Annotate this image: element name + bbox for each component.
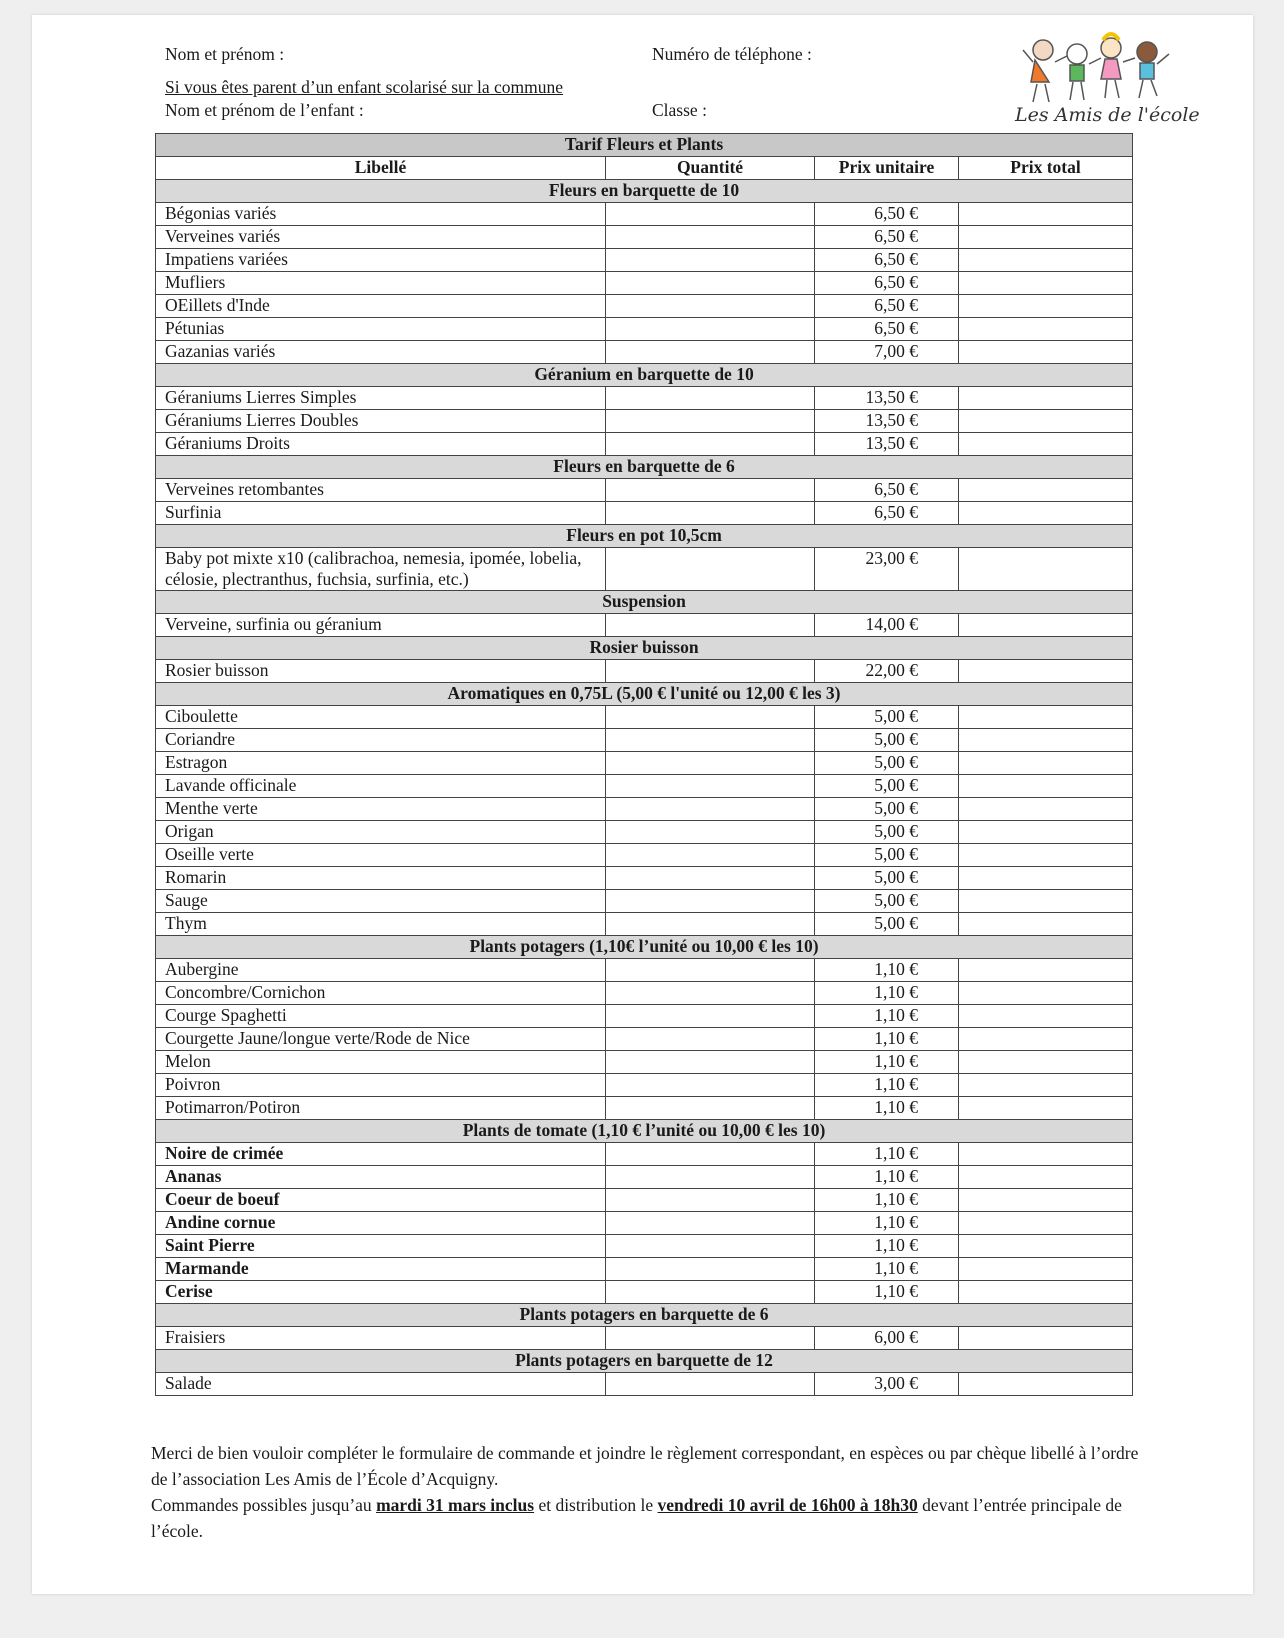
unit-price: 13,50 €: [815, 387, 959, 410]
item-label: Lavande officinale: [156, 775, 606, 798]
unit-price: 5,00 €: [815, 913, 959, 936]
item-label: Rosier buisson: [156, 660, 606, 683]
item-label: Géraniums Droits: [156, 433, 606, 456]
section-header-row: [156, 456, 1133, 479]
section-header-row: [156, 1350, 1133, 1373]
order-dates: [151, 1492, 1141, 1544]
quantity-cell[interactable]: [606, 387, 815, 410]
table-row: [156, 867, 1133, 890]
table-title-row: [156, 134, 1133, 157]
unit-price: 1,10 €: [815, 1212, 959, 1235]
unit-price: 5,00 €: [815, 798, 959, 821]
total-price-cell[interactable]: [959, 548, 1133, 591]
section-header-row: [156, 180, 1133, 203]
total-price-cell[interactable]: [959, 479, 1133, 502]
item-label: Oseille verte: [156, 844, 606, 867]
item-label: Origan: [156, 821, 606, 844]
table-row: [156, 295, 1133, 318]
total-price-cell[interactable]: [959, 1005, 1133, 1028]
unit-price: 6,50 €: [815, 203, 959, 226]
quantity-cell[interactable]: [606, 203, 815, 226]
section-title: Fleurs en barquette de 10: [156, 180, 1133, 203]
total-price-cell[interactable]: [959, 203, 1133, 226]
table-row: [156, 249, 1133, 272]
quantity-cell[interactable]: [606, 1235, 815, 1258]
quantity-cell[interactable]: [606, 1258, 815, 1281]
item-label: Ciboulette: [156, 706, 606, 729]
item-label: Fraisiers: [156, 1327, 606, 1350]
table-row: [156, 1051, 1133, 1074]
column-header-quantity: Quantité: [606, 157, 815, 180]
item-label: Impatiens variées: [156, 249, 606, 272]
association-logo: [1015, 28, 1200, 133]
quantity-cell[interactable]: [606, 844, 815, 867]
table-row: [156, 729, 1133, 752]
payment-instructions: Merci de bien vouloir compléter le formulaire de commande et joindre le règlement correspondant, en espèces ou par chèque libellé à l’ordre de l’association Les Amis de l’École d’Acquigny.: [151, 1443, 1139, 1489]
item-label: Menthe verte: [156, 798, 606, 821]
total-price-cell[interactable]: [959, 272, 1133, 295]
unit-price: 5,00 €: [815, 775, 959, 798]
quantity-cell[interactable]: [606, 821, 815, 844]
unit-price: 5,00 €: [815, 821, 959, 844]
item-label: Courge Spaghetti: [156, 1005, 606, 1028]
unit-price: 13,50 €: [815, 410, 959, 433]
quantity-cell[interactable]: [606, 614, 815, 637]
item-label: Poivron: [156, 1074, 606, 1097]
order-deadline: mardi 31 mars inclus: [376, 1495, 535, 1515]
table-row: [156, 1166, 1133, 1189]
unit-price: 14,00 €: [815, 614, 959, 637]
total-price-cell[interactable]: [959, 226, 1133, 249]
quantity-cell[interactable]: [606, 1028, 815, 1051]
item-label: Ananas: [156, 1166, 606, 1189]
total-price-cell[interactable]: [959, 318, 1133, 341]
unit-price: 6,50 €: [815, 272, 959, 295]
total-price-cell[interactable]: [959, 844, 1133, 867]
table-row: [156, 1258, 1133, 1281]
section-title: Suspension: [156, 591, 1133, 614]
item-label: Salade: [156, 1373, 606, 1396]
total-price-cell[interactable]: [959, 1028, 1133, 1051]
section-title: Plants potagers en barquette de 12: [156, 1350, 1133, 1373]
item-label: Potimarron/Potiron: [156, 1097, 606, 1120]
unit-price: 1,10 €: [815, 959, 959, 982]
table-row: [156, 341, 1133, 364]
table-row: [156, 1143, 1133, 1166]
unit-price: 1,10 €: [815, 1258, 959, 1281]
quantity-cell[interactable]: [606, 249, 815, 272]
logo-text: Les Amis de l'école: [1015, 104, 1200, 126]
table-row: [156, 1327, 1133, 1350]
distribution-place: devant l’entrée principale de l’école.: [151, 1495, 1122, 1541]
item-label: Aubergine: [156, 959, 606, 982]
unit-price: 5,00 €: [815, 844, 959, 867]
section-title: Géranium en barquette de 10: [156, 364, 1133, 387]
table-row: [156, 203, 1133, 226]
total-price-cell[interactable]: [959, 775, 1133, 798]
total-price-cell[interactable]: [959, 729, 1133, 752]
quantity-cell[interactable]: [606, 1166, 815, 1189]
quantity-cell[interactable]: [606, 1281, 815, 1304]
quantity-cell[interactable]: [606, 1189, 815, 1212]
table-row: [156, 502, 1133, 525]
table-row: [156, 614, 1133, 637]
section-header-row: [156, 683, 1133, 706]
item-label: Andine cornue: [156, 1212, 606, 1235]
total-price-cell[interactable]: [959, 387, 1133, 410]
class-label: Classe :: [652, 100, 707, 120]
total-price-cell[interactable]: [959, 1166, 1133, 1189]
table-row: [156, 1373, 1133, 1396]
unit-price: 6,50 €: [815, 226, 959, 249]
total-price-cell[interactable]: [959, 1235, 1133, 1258]
quantity-cell[interactable]: [606, 729, 815, 752]
column-header-total-price: Prix total: [959, 157, 1133, 180]
item-label: Verveines retombantes: [156, 479, 606, 502]
total-price-cell[interactable]: [959, 249, 1133, 272]
table-row: [156, 548, 1133, 591]
unit-price: 5,00 €: [815, 706, 959, 729]
table-row: [156, 890, 1133, 913]
table-title: Tarif Fleurs et Plants: [156, 134, 1133, 157]
item-label: Baby pot mixte x10 (calibrachoa, nemesia, ipomée, lobelia, célosie, plectranthus, fuchsia, surfinia, etc.): [156, 548, 606, 591]
phone-label: Numéro de téléphone :: [652, 44, 812, 64]
section-title: Plants potagers en barquette de 6: [156, 1304, 1133, 1327]
total-price-cell[interactable]: [959, 890, 1133, 913]
total-price-cell[interactable]: [959, 913, 1133, 936]
item-label: Courgette Jaune/longue verte/Rode de Nice: [156, 1028, 606, 1051]
price-table: [155, 133, 1133, 1396]
section-title: Fleurs en pot 10,5cm: [156, 525, 1133, 548]
total-price-cell[interactable]: [959, 706, 1133, 729]
unit-price: 1,10 €: [815, 1281, 959, 1304]
total-price-cell[interactable]: [959, 1051, 1133, 1074]
table-row: [156, 410, 1133, 433]
table-row: [156, 433, 1133, 456]
unit-price: 6,50 €: [815, 318, 959, 341]
quantity-cell[interactable]: [606, 548, 815, 591]
quantity-cell[interactable]: [606, 775, 815, 798]
name-label: Nom et prénom :: [165, 44, 285, 64]
section-header-row: [156, 525, 1133, 548]
quantity-cell[interactable]: [606, 1074, 815, 1097]
order-text: Commandes possibles jusqu’au: [151, 1495, 377, 1515]
total-price-cell[interactable]: [959, 752, 1133, 775]
quantity-cell[interactable]: [606, 502, 815, 525]
item-label: Sauge: [156, 890, 606, 913]
section-title: Plants potagers (1,10€ l’unité ou 10,00 € les 10): [156, 936, 1133, 959]
unit-price: 6,50 €: [815, 502, 959, 525]
unit-price: 1,10 €: [815, 1051, 959, 1074]
parent-note: Si vous êtes parent d’un enfant scolarisé sur la commune: [165, 77, 564, 97]
table-row: [156, 318, 1133, 341]
total-price-cell[interactable]: [959, 1189, 1133, 1212]
unit-price: 1,10 €: [815, 1235, 959, 1258]
quantity-cell[interactable]: [606, 479, 815, 502]
table-row: [156, 1028, 1133, 1051]
quantity-cell[interactable]: [606, 867, 815, 890]
section-header-row: [156, 936, 1133, 959]
quantity-cell[interactable]: [606, 798, 815, 821]
total-price-cell[interactable]: [959, 959, 1133, 982]
unit-price: 6,50 €: [815, 295, 959, 318]
table-row: [156, 1189, 1133, 1212]
item-label: Coeur de boeuf: [156, 1189, 606, 1212]
unit-price: 5,00 €: [815, 729, 959, 752]
quantity-cell[interactable]: [606, 226, 815, 249]
total-price-cell[interactable]: [959, 798, 1133, 821]
item-label: Mufliers: [156, 272, 606, 295]
table-row: [156, 660, 1133, 683]
unit-price: 5,00 €: [815, 867, 959, 890]
section-title: Rosier buisson: [156, 637, 1133, 660]
quantity-cell[interactable]: [606, 982, 815, 1005]
distribution-date: vendredi 10 avril de 16h00 à 18h30: [657, 1495, 918, 1515]
table-row: [156, 226, 1133, 249]
item-label: OEillets d'Inde: [156, 295, 606, 318]
unit-price: 6,00 €: [815, 1327, 959, 1350]
total-price-cell[interactable]: [959, 1281, 1133, 1304]
total-price-cell[interactable]: [959, 502, 1133, 525]
unit-price: 22,00 €: [815, 660, 959, 683]
column-header-label: Libellé: [156, 157, 606, 180]
quantity-cell[interactable]: [606, 1005, 815, 1028]
item-label: Verveine, surfinia ou géranium: [156, 614, 606, 637]
item-label: Surfinia: [156, 502, 606, 525]
total-price-cell[interactable]: [959, 867, 1133, 890]
distribution-text: et distribution le: [534, 1495, 658, 1515]
item-label: Géraniums Lierres Simples: [156, 387, 606, 410]
table-row: [156, 982, 1133, 1005]
quantity-cell[interactable]: [606, 959, 815, 982]
quantity-cell[interactable]: [606, 433, 815, 456]
unit-price: 1,10 €: [815, 1005, 959, 1028]
section-title: Plants de tomate (1,10 € l’unité ou 10,00 € les 10): [156, 1120, 1133, 1143]
table-row: [156, 821, 1133, 844]
quantity-cell[interactable]: [606, 1143, 815, 1166]
item-label: Verveines variés: [156, 226, 606, 249]
item-label: Estragon: [156, 752, 606, 775]
quantity-cell[interactable]: [606, 341, 815, 364]
quantity-cell[interactable]: [606, 1212, 815, 1235]
footer-note: [151, 1440, 1141, 1544]
unit-price: 1,10 €: [815, 1074, 959, 1097]
unit-price: 6,50 €: [815, 479, 959, 502]
quantity-cell[interactable]: [606, 295, 815, 318]
total-price-cell[interactable]: [959, 660, 1133, 683]
unit-price: 1,10 €: [815, 1143, 959, 1166]
table-row: [156, 752, 1133, 775]
total-price-cell[interactable]: [959, 1327, 1133, 1350]
section-header-row: [156, 591, 1133, 614]
item-label: Romarin: [156, 867, 606, 890]
total-price-cell[interactable]: [959, 1074, 1133, 1097]
table-row: [156, 706, 1133, 729]
total-price-cell[interactable]: [959, 821, 1133, 844]
unit-price: 13,50 €: [815, 433, 959, 456]
quantity-cell[interactable]: [606, 272, 815, 295]
section-header-row: [156, 1120, 1133, 1143]
quantity-cell[interactable]: [606, 890, 815, 913]
total-price-cell[interactable]: [959, 410, 1133, 433]
quantity-cell[interactable]: [606, 706, 815, 729]
unit-price: 1,10 €: [815, 1028, 959, 1051]
total-price-cell[interactable]: [959, 1097, 1133, 1120]
item-label: Bégonias variés: [156, 203, 606, 226]
child-name-label: Nom et prénom de l’enfant :: [165, 100, 364, 120]
total-price-cell[interactable]: [959, 1373, 1133, 1396]
section-title: Aromatiques en 0,75L (5,00 € l'unité ou 12,00 € les 3): [156, 683, 1133, 706]
table-row: [156, 1097, 1133, 1120]
unit-price: 1,10 €: [815, 1166, 959, 1189]
item-label: Thym: [156, 913, 606, 936]
quantity-cell[interactable]: [606, 1373, 815, 1396]
total-price-cell[interactable]: [959, 1212, 1133, 1235]
table-row: [156, 1212, 1133, 1235]
item-label: Coriandre: [156, 729, 606, 752]
children-illustration-icon: [1015, 28, 1195, 108]
unit-price: 1,10 €: [815, 982, 959, 1005]
quantity-cell[interactable]: [606, 660, 815, 683]
section-title: Fleurs en barquette de 6: [156, 456, 1133, 479]
total-price-cell[interactable]: [959, 1143, 1133, 1166]
table-row: [156, 798, 1133, 821]
item-label: Melon: [156, 1051, 606, 1074]
unit-price: 3,00 €: [815, 1373, 959, 1396]
unit-price: 6,50 €: [815, 249, 959, 272]
quantity-cell[interactable]: [606, 1097, 815, 1120]
table-header-row: [156, 157, 1133, 180]
total-price-cell[interactable]: [959, 1258, 1133, 1281]
item-label: Saint Pierre: [156, 1235, 606, 1258]
total-price-cell[interactable]: [959, 341, 1133, 364]
table-row: [156, 479, 1133, 502]
quantity-cell[interactable]: [606, 913, 815, 936]
total-price-cell[interactable]: [959, 982, 1133, 1005]
item-label: Cerise: [156, 1281, 606, 1304]
item-label: Gazanias variés: [156, 341, 606, 364]
item-label: Concombre/Cornichon: [156, 982, 606, 1005]
table-row: [156, 775, 1133, 798]
unit-price: 1,10 €: [815, 1189, 959, 1212]
quantity-cell[interactable]: [606, 1051, 815, 1074]
table-row: [156, 1005, 1133, 1028]
total-price-cell[interactable]: [959, 433, 1133, 456]
unit-price: 7,00 €: [815, 341, 959, 364]
unit-price: 5,00 €: [815, 890, 959, 913]
item-label: Pétunias: [156, 318, 606, 341]
item-label: Géraniums Lierres Doubles: [156, 410, 606, 433]
table-row: [156, 844, 1133, 867]
table-row: [156, 272, 1133, 295]
column-header-unit-price: Prix unitaire: [815, 157, 959, 180]
item-label: Noire de crimée: [156, 1143, 606, 1166]
quantity-cell[interactable]: [606, 318, 815, 341]
unit-price: 1,10 €: [815, 1097, 959, 1120]
unit-price: 23,00 €: [815, 548, 959, 591]
total-price-cell[interactable]: [959, 295, 1133, 318]
item-label: Marmande: [156, 1258, 606, 1281]
section-header-row: [156, 637, 1133, 660]
table-row: [156, 1235, 1133, 1258]
table-row: [156, 959, 1133, 982]
quantity-cell[interactable]: [606, 1327, 815, 1350]
quantity-cell[interactable]: [606, 752, 815, 775]
table-row: [156, 1281, 1133, 1304]
total-price-cell[interactable]: [959, 614, 1133, 637]
section-header-row: [156, 1304, 1133, 1327]
table-row: [156, 913, 1133, 936]
table-row: [156, 1074, 1133, 1097]
unit-price: 5,00 €: [815, 752, 959, 775]
table-row: [156, 387, 1133, 410]
section-header-row: [156, 364, 1133, 387]
quantity-cell[interactable]: [606, 410, 815, 433]
